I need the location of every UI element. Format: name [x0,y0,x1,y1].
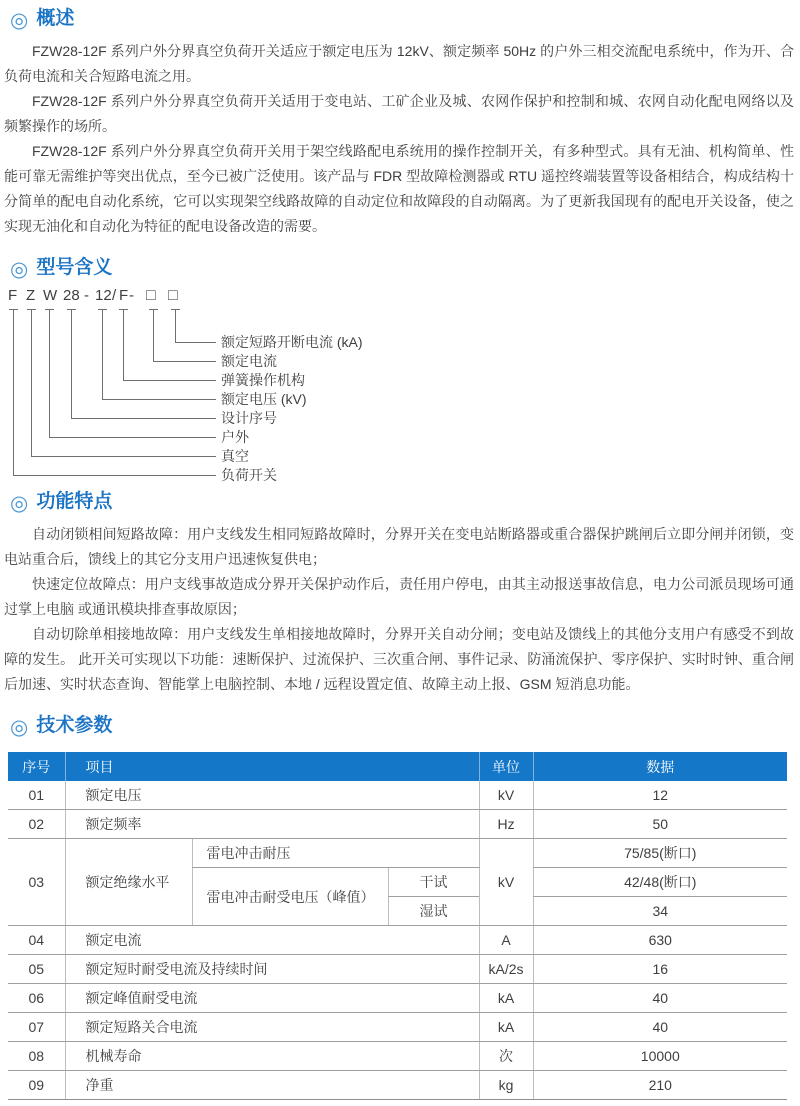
table-row [8,955,787,984]
cell-value: 50 [533,810,787,839]
model-label: 额定电流 [221,353,277,369]
model-label: 户外 [221,429,249,445]
overview-paragraphs [0,39,800,239]
header-cell-value: 数据 [533,752,787,781]
cell-sub-item: 雷电冲击耐压 [192,839,479,868]
table-row [8,1042,787,1071]
cell-no: 03 [8,839,65,926]
cell-wet-test: 湿试 [388,897,479,926]
cell-no: 08 [8,1042,65,1071]
table-row [8,984,787,1013]
paragraph: 自动切除单相接地故障：用户支线发生单相接地故障时，分界开关自动分闸；变电站及馈线上的其他分支用户有感受不到故障的发生。 此开关可实现以下功能：速断保护、过流保护、三次重合闸、事件记录、防涌流保护、零序保护、实时时钟、重合闸后加速、实时状态查询、智能掌上电脑控制、本地 / 远程设置定值、故障主动上报、GSM 短消息功能。 [4,626,794,692]
cell-item: 机械寿命 [65,1042,479,1071]
model-token: - [129,287,134,304]
connector-line [13,475,216,476]
model-label: 负荷开关 [221,467,277,483]
features-paragraphs [0,522,800,697]
model-designation-diagram [0,287,800,487]
header-cell-item: 项目 [65,752,479,781]
cell-item: 额定短路关合电流 [65,1013,479,1042]
table-row [8,810,787,839]
section-title-model: 型号含义 [36,257,113,278]
paragraph: FZW28-12F 系列户外分界真空负荷开关用于架空线路配电系统用的操作控制开关，有多种型式。具有无油、机构简单、性能可靠无需维护等突出优点，至今已被广泛使用。该产品与 FDR 型故障检测器或 RTU 遥控终端装置等设备相结合，构成结构十分简单的配电自动化系统，它可以实现架空线路故障的自动定位和故障段的自动隔离。为了更新我国现有的配电开关设备，使之实现无油化和自动化为特征的配电设备改造的需要。 [4,143,794,234]
table-header-row [8,752,787,781]
model-label: 额定电压 (kV) [221,391,307,407]
model-token-box: □ [146,287,156,304]
cell-no: 09 [8,1071,65,1100]
connector-line [123,380,216,381]
cell-sub-item: 雷电冲击耐受电压（峰值） [192,868,388,926]
table-row [8,1013,787,1042]
cell-unit: kA [479,1013,533,1042]
section-title-overview: 概述 [36,8,75,29]
connector-line [13,309,14,475]
paragraph: FZW28-12F 系列户外分界真空负荷开关适应于额定电压为 12kV、额定频率 50Hz 的户外三相交流配电系统中，作为开、合负荷电流和关合短路电流之用。 [4,43,794,84]
model-token: F [8,287,18,304]
table-row [8,1071,787,1100]
model-token: F [119,287,129,304]
table-row [8,781,787,810]
cell-value: 12 [533,781,787,810]
cell-value: 40 [533,984,787,1013]
section-heading-model [0,255,800,281]
table-row-insulation [8,839,787,868]
connector-line [49,437,216,438]
bullseye-icon: ◎ [10,715,29,739]
connector-line [175,342,216,343]
cell-value: 210 [533,1071,787,1100]
section-heading-overview [0,6,800,32]
section-title-features: 功能特点 [36,491,113,512]
cell-no: 01 [8,781,65,810]
model-label: 额定短路开断电流 (kA) [221,334,363,350]
connector-line [102,399,216,400]
cell-unit: kV [479,781,533,810]
cell-value: 75/85(断口) [533,839,787,868]
model-token-box: □ [168,287,178,304]
connector-line [153,309,154,361]
cell-item: 额定短时耐受电流及持续时间 [65,955,479,984]
model-label: 真空 [221,448,249,464]
cell-dry-test: 干试 [388,868,479,897]
technical-parameters-table [8,752,787,1100]
connector-line [31,309,32,456]
cell-value: 630 [533,926,787,955]
connector-line [71,309,72,418]
model-token: - [84,287,89,304]
model-label: 弹簧操作机构 [221,372,305,388]
cell-unit: kV [479,839,533,926]
table-row [8,926,787,955]
cell-value: 42/48(断口) [533,868,787,897]
model-token: 28 [63,287,80,304]
section-heading-features [0,489,800,515]
model-label: 设计序号 [221,410,277,426]
cell-no: 05 [8,955,65,984]
cell-item: 额定电压 [65,781,479,810]
cell-item: 额定电流 [65,926,479,955]
connector-line [102,309,103,399]
cell-item: 额定峰值耐受电流 [65,984,479,1013]
connector-line [31,456,216,457]
cell-value: 16 [533,955,787,984]
cell-unit: A [479,926,533,955]
cell-unit: Hz [479,810,533,839]
connector-line [49,309,50,437]
cell-item: 额定频率 [65,810,479,839]
cell-unit: kA [479,984,533,1013]
cell-value: 40 [533,1013,787,1042]
cell-no: 07 [8,1013,65,1042]
connector-line [153,361,216,362]
cell-unit: kg [479,1071,533,1100]
header-cell-unit: 单位 [479,752,533,781]
section-title-params: 技术参数 [36,715,113,736]
paragraph: 自动闭锁相间短路故障：用户支线发生相同短路故障时，分界开关在变电站断路器或重合器保护跳闸后立即分闸并闭锁，变电站重合后，馈线上的其它分支用户迅速恢复供电； [4,526,794,567]
cell-unit: 次 [479,1042,533,1071]
cell-item: 净重 [65,1071,479,1100]
cell-unit: kA/2s [479,955,533,984]
model-token: W [43,287,58,304]
paragraph: 快速定位故障点：用户支线事故造成分界开关保护动作后，责任用户停电，由其主动报送事故信息，电力公司派员现场可通过掌上电脑 或通讯模块排查事故原因； [4,576,794,617]
connector-line [175,309,176,342]
bullseye-icon: ◎ [10,257,29,281]
bullseye-icon: ◎ [10,8,29,32]
cell-item: 额定绝缘水平 [65,839,192,926]
cell-value: 34 [533,897,787,926]
section-heading-params [0,713,800,739]
cell-no: 06 [8,984,65,1013]
header-cell-no: 序号 [8,752,65,781]
model-token: 12 [95,287,112,304]
paragraph: FZW28-12F 系列户外分界真空负荷开关适用于变电站、工矿企业及城、农网作保护和控制和城、农网自动化配电网络以及频繁操作的场所。 [4,93,794,134]
cell-no: 02 [8,810,65,839]
connector-line [123,309,124,380]
bullseye-icon: ◎ [10,491,29,515]
model-token: / [112,287,117,304]
cell-no: 04 [8,926,65,955]
model-token: Z [26,287,36,304]
cell-value: 10000 [533,1042,787,1071]
connector-line [71,418,216,419]
